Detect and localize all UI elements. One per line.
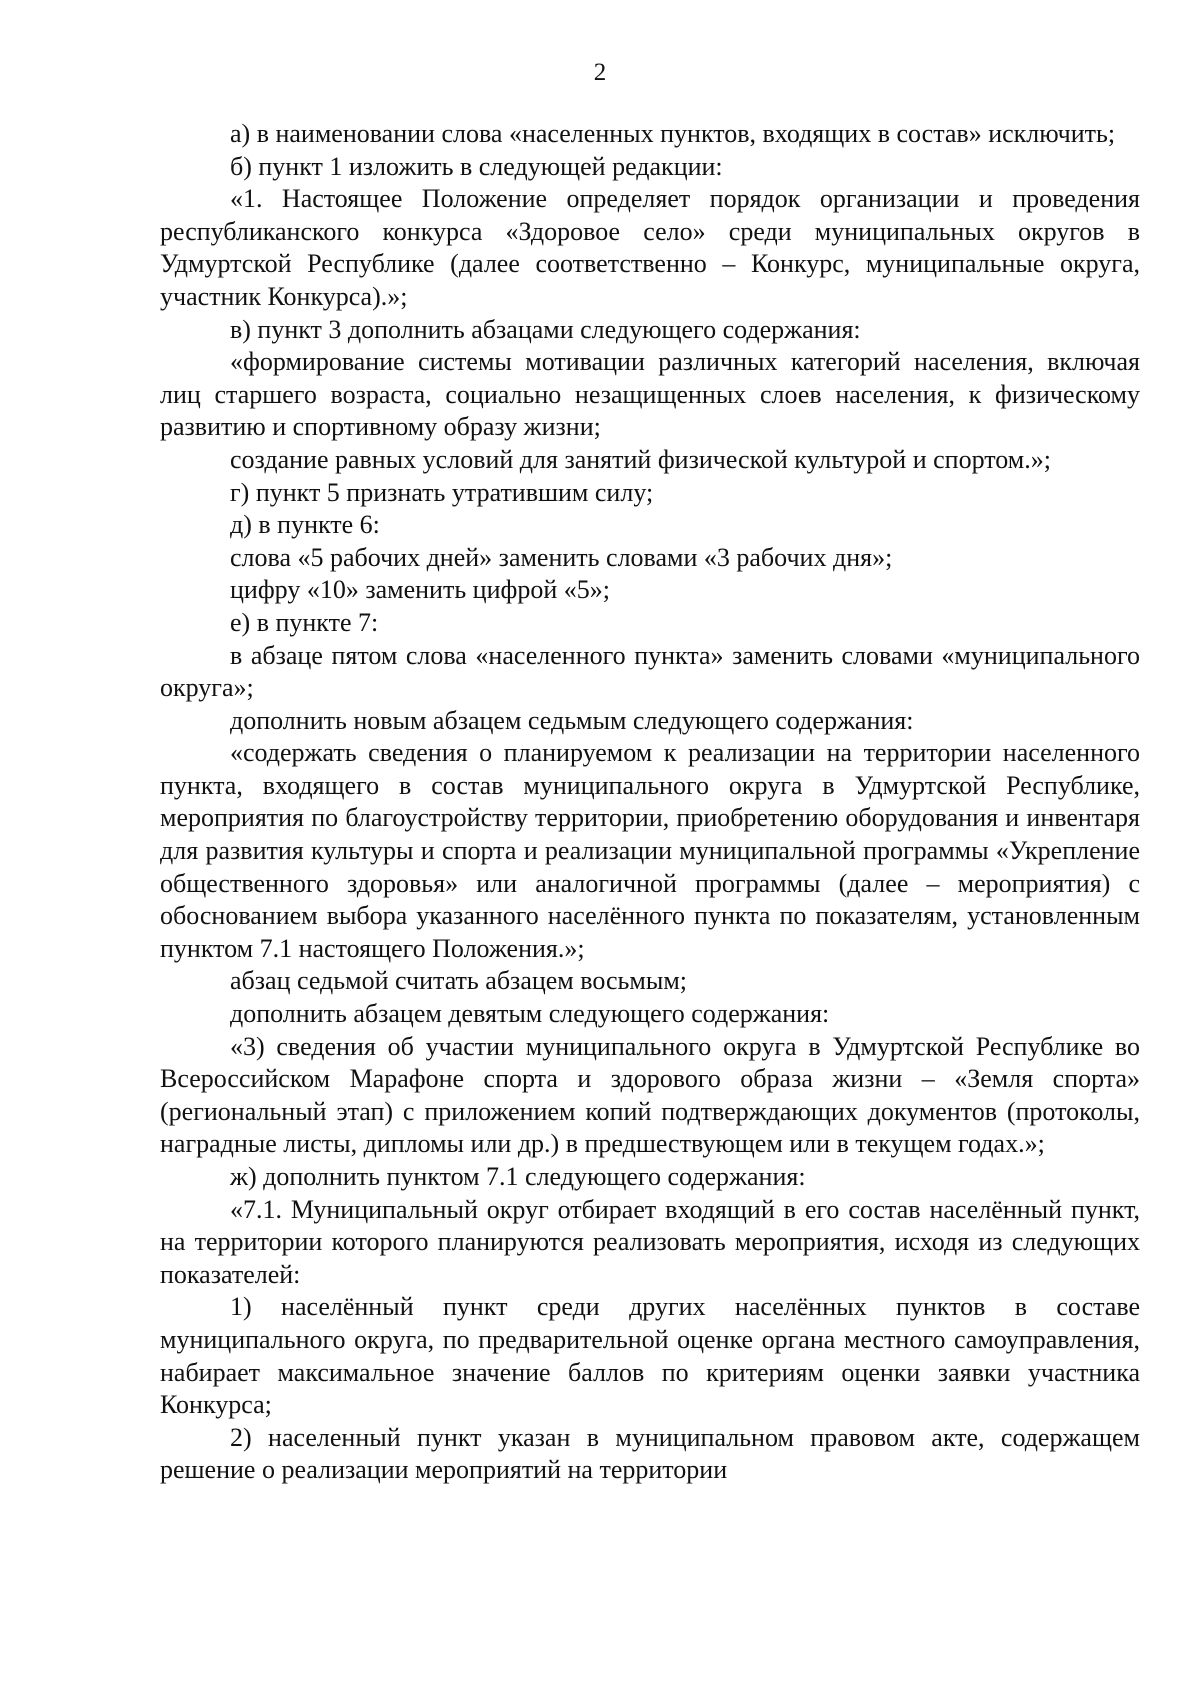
paragraph-g: г) пункт 5 признать утратившим силу; [230,477,654,507]
paragraph-a: а) в наименовании слова «населенных пунктов, входящих в состав» исключить; [230,119,1116,148]
paragraph-digit-replace: цифру «10» заменить цифрой «5»; [230,575,610,605]
paragraph-criterion-2: 2) населенный пункт указан в муниципальном правовом акте, содержащем решение о реализации мероприятий на территории [160,1422,1140,1485]
paragraph-v: в) пункт 3 дополнить абзацами следующего содержания: [230,314,861,344]
paragraph-point-1-text: «1. Настоящее Положение определяет порядок организации и проведения республиканского конкурса «Здоровое село» среди муниципальных округов в Удмуртской Республике (далее соответственно – Конкурс, муниципальные округа, участник Конкурса).»; [160,184,1140,311]
paragraph-ninth-text: «3) сведения об участии муниципального округа в Удмуртской Республике во Всероссийском Марафоне спорта и здорового образа жизни – «Земля спорта» (региональный этап) с приложением копий подтверждающих документов (протоколы, наградные листы, дипломы или др.) в предшествующем или в текущем годах.»; [160,1031,1140,1159]
page-number: 2 [593,59,607,86]
paragraph-b: б) пункт 1 изложить в следующей редакции: [230,151,723,181]
paragraph-seventh-text: «содержать сведения о планируемом к реализации на территории населенного пункта, входящего в состав муниципального округа в Удмуртской Республике, мероприятия по благоустройству территории, приобретению оборудования и инвентаря для развития культуры и спорта и реализации муниципальной программы «Укрепление общественного здоровья» или аналогичной программы (далее – мероприятия) с обоснованием выбора указанного населённого пункта по показателям, установленным пунктом 7.1 настоящего Положения.»; [160,738,1140,963]
paragraph-motivation-system: «формирование системы мотивации различных категорий населения, включая лиц старшего возраста, социально незащищенных слоев населения, к физическому развитию и спортивному образу жизни; [160,347,1140,442]
paragraph-working-days: слова «5 рабочих дней» заменить словами «3 рабочих дня»; [230,542,893,572]
paragraph-equal-conditions: создание равных условий для занятий физической культурой и спортом.»; [230,444,1051,474]
paragraph-criterion-1: 1) населённый пункт среди других населённых пунктов в составе муниципального округа, по предварительной оценке органа местного самоуправления, набирает максимальное значение баллов по критериям оценки заявки участника Конкурса; [160,1292,1140,1420]
paragraph-seventh-to-eighth: абзац седьмой считать абзацем восьмым; [230,966,688,996]
paragraph-add-ninth: дополнить абзацем девятым следующего содержания: [230,999,830,1029]
paragraph-d: д) в пункте 6: [230,510,380,540]
paragraph-e: е) в пункте 7: [230,607,379,637]
paragraph-7-1-text: «7.1. Муниципальный округ отбирает входящий в его состав населённый пункт, на территории которого планируются реализовать мероприятия, исходя из следующих показателей: [160,1194,1140,1289]
paragraph-add-seventh: дополнить новым абзацем седьмым следующего содержания: [230,705,914,735]
paragraph-zh: ж) дополнить пунктом 7.1 следующего содержания: [230,1162,806,1191]
document-body [160,118,1140,1487]
paragraph-fifth-clause: в абзаце пятом слова «населенного пункта» заменить словами «муниципального округа»; [160,640,1140,703]
